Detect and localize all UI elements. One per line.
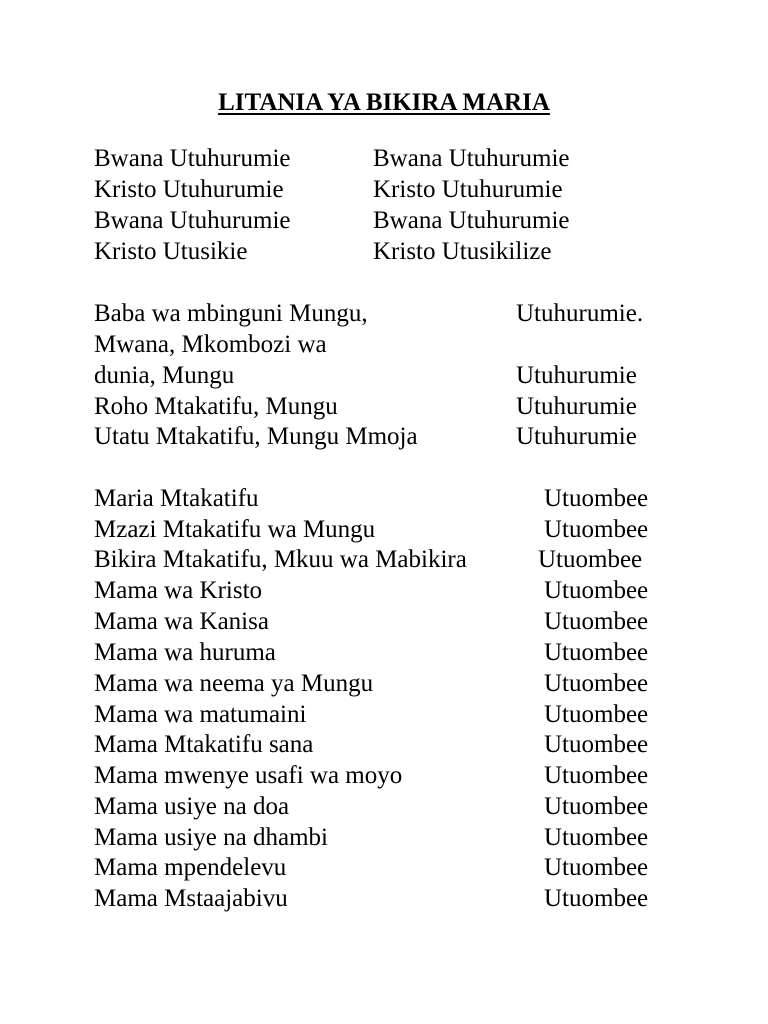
- invocation-line-right: Utuombee: [544, 854, 649, 881]
- trinity-line-left: Mwana, Mkombozi wa: [94, 331, 327, 358]
- invocation-line-left: Mama Mtakatifu sana: [94, 731, 314, 758]
- invocation-line-right: Utuombee: [544, 824, 649, 851]
- invocation-line-left: Mzazi Mtakatifu wa Mungu: [94, 516, 376, 543]
- opening-line-right: Kristo Utuhurumie: [373, 176, 563, 203]
- invocation-line-right: Utuombee: [544, 577, 649, 604]
- trinity-line-left: dunia, Mungu: [94, 362, 235, 389]
- invocation-line-right: Utuombee: [544, 639, 649, 666]
- trinity-line-right: Utuhurumie: [516, 362, 637, 389]
- invocation-line-left: Mama Mstaajabivu: [94, 885, 288, 912]
- invocation-line-right: Utuombee: [544, 516, 649, 543]
- invocation-line-right: Utuombee: [544, 670, 649, 697]
- invocation-line-right: Utuombee: [538, 546, 643, 573]
- invocation-line-right: Utuombee: [544, 793, 649, 820]
- invocation-line-left: Mama mpendelevu: [94, 854, 287, 881]
- opening-line-right: Bwana Utuhurumie: [373, 207, 570, 234]
- invocation-line-left: Maria Mtakatifu: [94, 485, 259, 512]
- invocation-line-left: Mama mwenye usafi wa moyo: [94, 762, 403, 789]
- opening-line-right: Kristo Utusikilize: [373, 238, 552, 265]
- trinity-line-right: Utuhurumie: [516, 423, 637, 450]
- trinity-line-left: Roho Mtakatifu, Mungu: [94, 393, 338, 420]
- invocation-line-right: Utuombee: [544, 762, 649, 789]
- invocation-line-left: Mama usiye na dhambi: [94, 824, 328, 851]
- invocation-line-right: Utuombee: [544, 701, 649, 728]
- invocation-line-left: Mama wa Kanisa: [94, 608, 269, 635]
- opening-line-left: Bwana Utuhurumie: [94, 207, 291, 234]
- invocation-line-right: Utuombee: [544, 731, 649, 758]
- trinity-line-right: Utuhurumie.: [516, 300, 644, 327]
- opening-line-right: Bwana Utuhurumie: [373, 145, 570, 172]
- opening-line-left: Kristo Utuhurumie: [94, 176, 284, 203]
- opening-line-left: Kristo Utusikie: [94, 238, 248, 265]
- opening-line-left: Bwana Utuhurumie: [94, 145, 291, 172]
- invocation-line-right: Utuombee: [544, 885, 649, 912]
- invocation-line-left: Mama wa huruma: [94, 639, 276, 666]
- invocation-line-left: Bikira Mtakatifu, Mkuu wa Mabikira: [94, 546, 467, 573]
- invocation-line-right: Utuombee: [544, 485, 649, 512]
- invocation-line-left: Mama wa matumaini: [94, 701, 307, 728]
- trinity-line-right: Utuhurumie: [516, 393, 637, 420]
- trinity-line-left: Utatu Mtakatifu, Mungu Mmoja: [94, 423, 418, 450]
- invocation-line-left: Mama wa neema ya Mungu: [94, 670, 374, 697]
- trinity-line-left: Baba wa mbinguni Mungu,: [94, 300, 368, 327]
- invocation-line-left: Mama usiye na doa: [94, 793, 290, 820]
- invocation-line-right: Utuombee: [544, 608, 649, 635]
- page-title: LITANIA YA BIKIRA MARIA: [218, 89, 550, 116]
- invocation-line-left: Mama wa Kristo: [94, 577, 263, 604]
